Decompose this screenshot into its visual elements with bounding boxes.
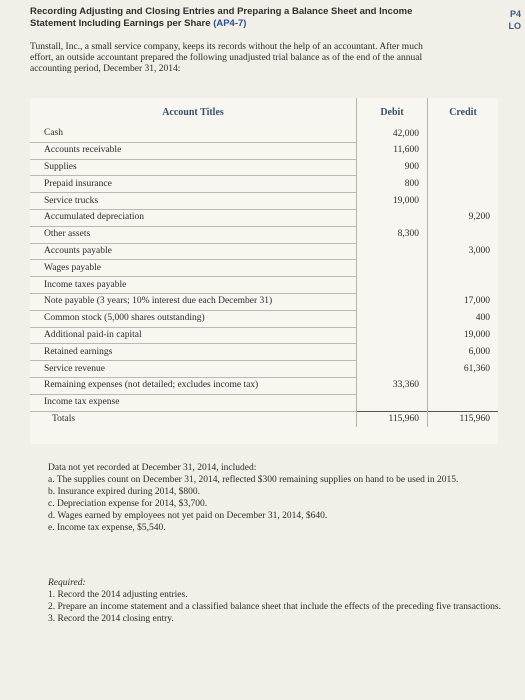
credit-amount: 3,000: [428, 243, 499, 260]
header-account-titles: Account Titles: [162, 106, 224, 118]
table-row: [30, 193, 498, 210]
corner-line2: LO: [508, 21, 521, 31]
note-item-d: d. Wages earned by employees not yet paid on December 31, 2014, $640.: [48, 511, 328, 521]
credit-amount: [428, 377, 499, 394]
credit-amount: 19,000: [428, 327, 499, 344]
note-item-b: b. Insurance expired during 2014, $800.: [48, 487, 200, 497]
table-row: [30, 394, 498, 411]
trial-balance-table: [30, 98, 498, 444]
intro-line3: accounting period, December 31, 2014:: [30, 64, 181, 74]
credit-amount: [428, 193, 499, 210]
credit-amount: [428, 226, 499, 243]
credit-amount: 17,000: [428, 293, 499, 310]
debit-amount: 11,600: [357, 142, 428, 159]
account-name: Cash: [44, 128, 63, 139]
totals-label: Totals: [30, 411, 357, 427]
unrecorded-data: [48, 462, 503, 534]
credit-amount: [428, 126, 499, 142]
credit-amount: 9,200: [428, 209, 499, 226]
account-name: Other assets: [30, 226, 357, 243]
table-row: [30, 293, 498, 310]
credit-amount: [428, 159, 499, 176]
account-name: Income tax expense: [30, 394, 357, 411]
table-row: [30, 126, 498, 142]
debit-amount: [357, 260, 428, 277]
table-row: [30, 260, 498, 277]
account-name: Accounts receivable: [30, 142, 357, 159]
intro-line2: effort, an outside accountant prepared the following unadjusted trial balance as of the end of the annual: [30, 53, 423, 63]
debit-amount: [357, 394, 428, 411]
problem-header: [30, 6, 470, 30]
account-name: Wages payable: [30, 260, 357, 277]
debit-amount: [357, 361, 428, 378]
table-row: [30, 176, 498, 193]
credit-amount: 61,360: [428, 361, 499, 378]
account-name: Additional paid-in capital: [30, 327, 357, 344]
debit-amount: [357, 327, 428, 344]
account-name: Retained earnings: [30, 344, 357, 361]
debit-amount: 800: [357, 176, 428, 193]
problem-title-text: Statement Including Earnings per Share: [30, 18, 211, 29]
debit-amount: [357, 310, 428, 327]
debit-amount: [357, 344, 428, 361]
account-name: Note payable (3 years; 10% interest due each December 31): [30, 293, 357, 310]
account-name: Accounts payable: [30, 243, 357, 260]
required-item-3: 3. Record the 2014 closing entry.: [48, 614, 174, 624]
problem-intro: [30, 42, 495, 75]
credit-amount: [428, 142, 499, 159]
table-row: [30, 142, 498, 159]
debit-amount: [357, 293, 428, 310]
notes-intro: Data not yet recorded at December 31, 2014, included:: [48, 463, 257, 473]
debit-amount: 33,360: [357, 377, 428, 394]
table-row: [30, 327, 498, 344]
table-row: [30, 344, 498, 361]
totals-credit: 115,960: [428, 411, 499, 427]
note-item-a: a. The supplies count on December 31, 2014, reflected $300 remaining supplies on hand to be used in 2015.: [48, 475, 459, 485]
credit-amount: [428, 394, 499, 411]
header-credit: Credit: [428, 98, 499, 126]
credit-amount: [428, 260, 499, 277]
table-row: [30, 277, 498, 294]
debit-amount: [357, 243, 428, 260]
required-section: [48, 577, 503, 625]
note-item-e: e. Income tax expense, $5,540.: [48, 523, 166, 533]
table-row: [30, 361, 498, 378]
credit-amount: 6,000: [428, 344, 499, 361]
table-row: [30, 159, 498, 176]
problem-title-line2: [30, 18, 470, 30]
account-name: Prepaid insurance: [30, 176, 357, 193]
table-row: [30, 243, 498, 260]
table-body: [30, 126, 498, 427]
header-debit: Debit: [357, 98, 428, 126]
intro-line1: Tunstall, Inc., a small service company, keeps its records without the help of an accountant. After much: [30, 42, 423, 52]
credit-amount: [428, 277, 499, 294]
totals-debit: 115,960: [357, 411, 428, 427]
table-row: [30, 377, 498, 394]
table-row: [30, 310, 498, 327]
debit-amount: [357, 277, 428, 294]
credit-amount: 400: [428, 310, 499, 327]
credit-amount: [428, 176, 499, 193]
required-label: Required:: [48, 578, 86, 588]
account-name: Supplies: [30, 159, 357, 176]
account-name: Remaining expenses (not detailed; excludes income tax): [30, 377, 357, 394]
account-name: Common stock (5,000 shares outstanding): [30, 310, 357, 327]
debit-amount: 900: [357, 159, 428, 176]
note-item-c: c. Depreciation expense for 2014, $3,700.: [48, 499, 208, 509]
account-name: Income taxes payable: [30, 277, 357, 294]
trial-balance: [30, 98, 498, 427]
table-row: [30, 209, 498, 226]
problem-code: (AP4-7): [213, 18, 247, 29]
account-name: Service trucks: [30, 193, 357, 210]
debit-amount: [357, 209, 428, 226]
account-name: Accumulated depreciation: [30, 209, 357, 226]
debit-amount: 42,000: [357, 126, 428, 142]
debit-amount: 19,000: [357, 193, 428, 210]
debit-amount: 8,300: [357, 226, 428, 243]
required-item-1: 1. Record the 2014 adjusting entries.: [48, 590, 188, 600]
totals-row: [30, 411, 498, 427]
problem-title-line1: Recording Adjusting and Closing Entries and Preparing a Balance Sheet and Income: [30, 6, 413, 17]
account-name: Service revenue: [30, 361, 357, 378]
corner-line1: P4: [509, 9, 521, 19]
table-header-row: [30, 98, 498, 126]
page-corner-label: [501, 8, 521, 32]
table-row: [30, 226, 498, 243]
required-item-2: 2. Prepare an income statement and a classified balance sheet that include the effects of the preceding five transactions.: [48, 602, 501, 612]
